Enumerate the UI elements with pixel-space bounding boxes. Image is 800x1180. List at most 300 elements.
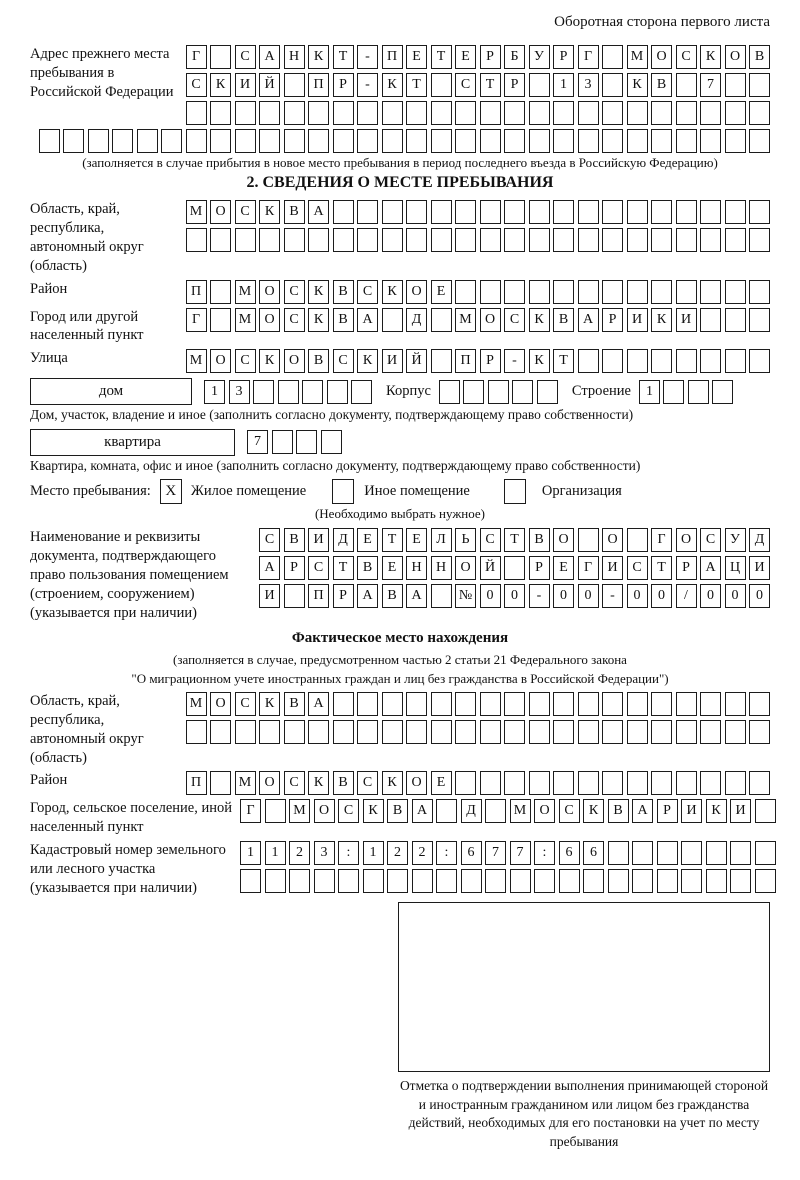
char-cell[interactable] <box>725 692 746 716</box>
char-cell[interactable]: О <box>455 556 476 580</box>
char-cell[interactable] <box>700 129 721 153</box>
char-cell[interactable]: П <box>382 45 403 69</box>
char-cell[interactable] <box>480 692 501 716</box>
char-cell[interactable]: 2 <box>387 841 408 865</box>
char-cell[interactable]: К <box>529 308 550 332</box>
char-cell[interactable] <box>284 73 305 97</box>
char-cell[interactable] <box>259 101 280 125</box>
char-cell[interactable] <box>284 101 305 125</box>
char-cell[interactable]: К <box>529 349 550 373</box>
char-cell[interactable] <box>537 380 558 404</box>
char-cell[interactable] <box>210 280 231 304</box>
char-cell[interactable] <box>627 101 648 125</box>
char-cell[interactable]: К <box>382 280 403 304</box>
char-cell[interactable]: С <box>333 349 354 373</box>
char-cell[interactable]: С <box>259 528 280 552</box>
char-cell[interactable] <box>333 101 354 125</box>
char-cell[interactable]: - <box>504 349 525 373</box>
char-cell[interactable] <box>725 771 746 795</box>
char-cell[interactable] <box>749 280 770 304</box>
char-cell[interactable] <box>700 200 721 224</box>
char-cell[interactable]: Т <box>382 528 403 552</box>
char-cell[interactable] <box>578 101 599 125</box>
char-cell[interactable]: О <box>259 771 280 795</box>
char-cell[interactable]: 0 <box>725 584 746 608</box>
char-cell[interactable] <box>553 101 574 125</box>
char-cell[interactable] <box>553 129 574 153</box>
char-cell[interactable]: И <box>259 584 280 608</box>
char-cell[interactable] <box>578 771 599 795</box>
char-cell[interactable] <box>289 869 310 893</box>
char-cell[interactable]: 0 <box>700 584 721 608</box>
char-cell[interactable]: К <box>706 799 727 823</box>
char-cell[interactable] <box>88 129 109 153</box>
char-cell[interactable]: М <box>235 771 256 795</box>
char-cell[interactable] <box>602 228 623 252</box>
char-cell[interactable]: С <box>284 280 305 304</box>
char-cell[interactable]: О <box>284 349 305 373</box>
char-cell[interactable] <box>730 841 751 865</box>
char-cell[interactable]: 1 <box>363 841 384 865</box>
char-cell[interactable] <box>512 380 533 404</box>
char-cell[interactable]: С <box>357 771 378 795</box>
char-cell[interactable]: А <box>259 556 280 580</box>
char-cell[interactable] <box>235 101 256 125</box>
char-cell[interactable] <box>602 771 623 795</box>
char-cell[interactable]: К <box>308 45 329 69</box>
char-cell[interactable] <box>406 228 427 252</box>
char-cell[interactable] <box>455 692 476 716</box>
char-cell[interactable] <box>627 228 648 252</box>
char-cell[interactable]: - <box>602 584 623 608</box>
char-cell[interactable] <box>700 692 721 716</box>
char-cell[interactable]: К <box>210 73 231 97</box>
char-cell[interactable]: Й <box>406 349 427 373</box>
char-cell[interactable]: М <box>186 349 207 373</box>
char-cell[interactable] <box>608 869 629 893</box>
char-cell[interactable] <box>651 349 672 373</box>
char-cell[interactable] <box>553 200 574 224</box>
char-cell[interactable] <box>749 200 770 224</box>
char-cell[interactable] <box>529 200 550 224</box>
char-cell[interactable]: Д <box>333 528 354 552</box>
char-cell[interactable]: - <box>357 73 378 97</box>
char-cell[interactable] <box>431 228 452 252</box>
char-cell[interactable] <box>529 692 550 716</box>
char-cell[interactable]: О <box>259 308 280 332</box>
char-cell[interactable] <box>676 228 697 252</box>
char-cell[interactable] <box>480 129 501 153</box>
char-cell[interactable]: С <box>700 528 721 552</box>
char-cell[interactable]: Д <box>406 308 427 332</box>
char-cell[interactable]: С <box>235 200 256 224</box>
char-cell[interactable]: Т <box>406 73 427 97</box>
char-cell[interactable]: - <box>357 45 378 69</box>
char-cell[interactable]: Г <box>186 308 207 332</box>
char-cell[interactable] <box>210 771 231 795</box>
char-cell[interactable]: О <box>651 45 672 69</box>
char-cell[interactable] <box>406 129 427 153</box>
char-cell[interactable]: В <box>651 73 672 97</box>
char-cell[interactable]: Т <box>480 73 501 97</box>
char-cell[interactable]: № <box>455 584 476 608</box>
char-cell[interactable]: К <box>583 799 604 823</box>
char-cell[interactable] <box>308 101 329 125</box>
char-cell[interactable] <box>749 101 770 125</box>
char-cell[interactable]: 1 <box>639 380 660 404</box>
char-cell[interactable] <box>455 771 476 795</box>
char-cell[interactable]: М <box>235 280 256 304</box>
char-cell[interactable]: Й <box>480 556 501 580</box>
char-cell[interactable]: Н <box>284 45 305 69</box>
char-cell[interactable]: К <box>308 308 329 332</box>
char-cell[interactable]: 0 <box>627 584 648 608</box>
char-cell[interactable]: Р <box>480 349 501 373</box>
residential-checkbox[interactable]: X <box>160 479 182 504</box>
char-cell[interactable]: 1 <box>553 73 574 97</box>
char-cell[interactable]: С <box>186 73 207 97</box>
char-cell[interactable] <box>578 349 599 373</box>
char-cell[interactable] <box>259 129 280 153</box>
char-cell[interactable] <box>657 841 678 865</box>
char-cell[interactable]: - <box>529 584 550 608</box>
char-cell[interactable]: Е <box>431 280 452 304</box>
char-cell[interactable] <box>406 720 427 744</box>
char-cell[interactable] <box>259 720 280 744</box>
char-cell[interactable] <box>284 129 305 153</box>
char-cell[interactable]: О <box>676 528 697 552</box>
char-cell[interactable] <box>578 528 599 552</box>
char-cell[interactable] <box>240 869 261 893</box>
char-cell[interactable] <box>382 720 403 744</box>
char-cell[interactable] <box>602 129 623 153</box>
char-cell[interactable] <box>700 280 721 304</box>
char-cell[interactable]: 1 <box>265 841 286 865</box>
char-cell[interactable] <box>529 101 550 125</box>
char-cell[interactable] <box>406 101 427 125</box>
char-cell[interactable] <box>112 129 133 153</box>
char-cell[interactable] <box>235 228 256 252</box>
char-cell[interactable] <box>382 308 403 332</box>
char-cell[interactable] <box>559 869 580 893</box>
char-cell[interactable] <box>235 129 256 153</box>
char-cell[interactable]: В <box>608 799 629 823</box>
char-cell[interactable] <box>529 129 550 153</box>
char-cell[interactable] <box>382 200 403 224</box>
char-cell[interactable]: / <box>676 584 697 608</box>
char-cell[interactable] <box>651 228 672 252</box>
char-cell[interactable] <box>651 771 672 795</box>
char-cell[interactable]: Т <box>333 556 354 580</box>
apartment-type-box[interactable]: квартира <box>30 429 235 456</box>
char-cell[interactable] <box>676 692 697 716</box>
char-cell[interactable]: Е <box>431 771 452 795</box>
char-cell[interactable]: А <box>700 556 721 580</box>
char-cell[interactable] <box>485 799 506 823</box>
char-cell[interactable] <box>725 101 746 125</box>
char-cell[interactable]: П <box>455 349 476 373</box>
char-cell[interactable] <box>602 73 623 97</box>
char-cell[interactable]: С <box>504 308 525 332</box>
char-cell[interactable] <box>363 869 384 893</box>
char-cell[interactable] <box>431 73 452 97</box>
char-cell[interactable] <box>700 308 721 332</box>
char-cell[interactable] <box>485 869 506 893</box>
char-cell[interactable] <box>504 556 525 580</box>
char-cell[interactable] <box>455 228 476 252</box>
char-cell[interactable] <box>357 720 378 744</box>
char-cell[interactable] <box>725 73 746 97</box>
char-cell[interactable]: В <box>382 584 403 608</box>
char-cell[interactable] <box>706 841 727 865</box>
char-cell[interactable]: 0 <box>480 584 501 608</box>
char-cell[interactable] <box>321 430 342 454</box>
char-cell[interactable] <box>357 228 378 252</box>
char-cell[interactable]: Д <box>461 799 482 823</box>
char-cell[interactable] <box>627 349 648 373</box>
char-cell[interactable] <box>676 349 697 373</box>
char-cell[interactable] <box>455 200 476 224</box>
char-cell[interactable] <box>651 720 672 744</box>
char-cell[interactable]: О <box>602 528 623 552</box>
char-cell[interactable]: Е <box>406 528 427 552</box>
char-cell[interactable] <box>725 129 746 153</box>
char-cell[interactable]: И <box>676 308 697 332</box>
char-cell[interactable]: Е <box>455 45 476 69</box>
char-cell[interactable]: Л <box>431 528 452 552</box>
char-cell[interactable] <box>439 380 460 404</box>
char-cell[interactable]: Д <box>749 528 770 552</box>
char-cell[interactable]: Т <box>651 556 672 580</box>
char-cell[interactable]: К <box>259 200 280 224</box>
char-cell[interactable] <box>431 692 452 716</box>
char-cell[interactable] <box>296 430 317 454</box>
char-cell[interactable]: Е <box>357 528 378 552</box>
char-cell[interactable] <box>504 692 525 716</box>
char-cell[interactable]: 0 <box>553 584 574 608</box>
char-cell[interactable] <box>602 101 623 125</box>
char-cell[interactable] <box>284 720 305 744</box>
char-cell[interactable] <box>504 228 525 252</box>
char-cell[interactable] <box>553 280 574 304</box>
char-cell[interactable] <box>651 692 672 716</box>
char-cell[interactable] <box>186 129 207 153</box>
char-cell[interactable] <box>730 869 751 893</box>
char-cell[interactable] <box>210 228 231 252</box>
char-cell[interactable] <box>578 200 599 224</box>
char-cell[interactable] <box>302 380 323 404</box>
char-cell[interactable] <box>749 308 770 332</box>
char-cell[interactable]: К <box>259 692 280 716</box>
char-cell[interactable]: О <box>534 799 555 823</box>
char-cell[interactable] <box>504 200 525 224</box>
char-cell[interactable]: Р <box>504 73 525 97</box>
char-cell[interactable] <box>725 228 746 252</box>
char-cell[interactable] <box>357 200 378 224</box>
char-cell[interactable] <box>529 228 550 252</box>
char-cell[interactable] <box>333 228 354 252</box>
char-cell[interactable] <box>755 869 776 893</box>
char-cell[interactable]: А <box>578 308 599 332</box>
char-cell[interactable]: 3 <box>578 73 599 97</box>
char-cell[interactable] <box>235 720 256 744</box>
char-cell[interactable] <box>755 841 776 865</box>
char-cell[interactable] <box>480 228 501 252</box>
char-cell[interactable]: 7 <box>510 841 531 865</box>
char-cell[interactable] <box>663 380 684 404</box>
char-cell[interactable]: 7 <box>485 841 506 865</box>
char-cell[interactable] <box>700 771 721 795</box>
char-cell[interactable]: 0 <box>504 584 525 608</box>
char-cell[interactable] <box>749 228 770 252</box>
char-cell[interactable] <box>333 720 354 744</box>
char-cell[interactable]: Г <box>240 799 261 823</box>
char-cell[interactable]: А <box>308 200 329 224</box>
char-cell[interactable]: И <box>308 528 329 552</box>
char-cell[interactable] <box>578 720 599 744</box>
char-cell[interactable] <box>357 692 378 716</box>
char-cell[interactable] <box>186 228 207 252</box>
char-cell[interactable] <box>504 101 525 125</box>
char-cell[interactable] <box>504 771 525 795</box>
char-cell[interactable]: : <box>436 841 457 865</box>
char-cell[interactable]: Е <box>406 45 427 69</box>
char-cell[interactable]: 7 <box>247 430 268 454</box>
char-cell[interactable] <box>357 129 378 153</box>
char-cell[interactable] <box>63 129 84 153</box>
char-cell[interactable]: П <box>308 73 329 97</box>
char-cell[interactable] <box>272 430 293 454</box>
char-cell[interactable]: 7 <box>700 73 721 97</box>
char-cell[interactable] <box>382 129 403 153</box>
char-cell[interactable]: О <box>210 692 231 716</box>
char-cell[interactable]: В <box>308 349 329 373</box>
char-cell[interactable] <box>583 869 604 893</box>
char-cell[interactable] <box>333 200 354 224</box>
char-cell[interactable] <box>632 869 653 893</box>
char-cell[interactable] <box>602 200 623 224</box>
char-cell[interactable] <box>436 799 457 823</box>
char-cell[interactable] <box>455 720 476 744</box>
char-cell[interactable]: К <box>308 280 329 304</box>
char-cell[interactable] <box>676 280 697 304</box>
char-cell[interactable] <box>431 584 452 608</box>
char-cell[interactable] <box>627 200 648 224</box>
char-cell[interactable]: Н <box>431 556 452 580</box>
char-cell[interactable]: У <box>725 528 746 552</box>
char-cell[interactable] <box>278 380 299 404</box>
char-cell[interactable] <box>510 869 531 893</box>
char-cell[interactable] <box>529 720 550 744</box>
char-cell[interactable] <box>431 720 452 744</box>
char-cell[interactable]: Г <box>651 528 672 552</box>
char-cell[interactable] <box>749 349 770 373</box>
char-cell[interactable] <box>436 869 457 893</box>
char-cell[interactable] <box>382 228 403 252</box>
char-cell[interactable]: С <box>455 73 476 97</box>
char-cell[interactable]: М <box>510 799 531 823</box>
char-cell[interactable]: О <box>259 280 280 304</box>
char-cell[interactable] <box>627 720 648 744</box>
char-cell[interactable]: Т <box>553 349 574 373</box>
char-cell[interactable] <box>265 799 286 823</box>
char-cell[interactable] <box>578 692 599 716</box>
char-cell[interactable] <box>553 228 574 252</box>
char-cell[interactable]: О <box>406 771 427 795</box>
char-cell[interactable]: С <box>480 528 501 552</box>
char-cell[interactable]: П <box>186 280 207 304</box>
char-cell[interactable]: 0 <box>578 584 599 608</box>
char-cell[interactable] <box>578 129 599 153</box>
char-cell[interactable] <box>431 129 452 153</box>
char-cell[interactable] <box>676 200 697 224</box>
char-cell[interactable] <box>749 73 770 97</box>
char-cell[interactable]: П <box>186 771 207 795</box>
char-cell[interactable]: 6 <box>559 841 580 865</box>
char-cell[interactable]: 3 <box>229 380 250 404</box>
char-cell[interactable]: В <box>553 308 574 332</box>
char-cell[interactable]: О <box>210 349 231 373</box>
char-cell[interactable]: Р <box>553 45 574 69</box>
char-cell[interactable] <box>602 720 623 744</box>
char-cell[interactable] <box>534 869 555 893</box>
char-cell[interactable]: М <box>186 200 207 224</box>
char-cell[interactable]: Т <box>431 45 452 69</box>
char-cell[interactable] <box>431 349 452 373</box>
char-cell[interactable]: М <box>186 692 207 716</box>
char-cell[interactable] <box>725 720 746 744</box>
char-cell[interactable]: И <box>382 349 403 373</box>
char-cell[interactable]: 3 <box>314 841 335 865</box>
char-cell[interactable]: И <box>681 799 702 823</box>
char-cell[interactable] <box>700 720 721 744</box>
char-cell[interactable] <box>529 771 550 795</box>
char-cell[interactable]: 1 <box>240 841 261 865</box>
char-cell[interactable]: С <box>357 280 378 304</box>
char-cell[interactable]: И <box>730 799 751 823</box>
char-cell[interactable]: Р <box>657 799 678 823</box>
char-cell[interactable] <box>382 101 403 125</box>
char-cell[interactable] <box>627 692 648 716</box>
char-cell[interactable]: И <box>602 556 623 580</box>
char-cell[interactable]: Ь <box>455 528 476 552</box>
char-cell[interactable] <box>651 200 672 224</box>
char-cell[interactable] <box>488 380 509 404</box>
char-cell[interactable] <box>161 129 182 153</box>
char-cell[interactable] <box>725 280 746 304</box>
char-cell[interactable] <box>210 720 231 744</box>
char-cell[interactable] <box>333 129 354 153</box>
char-cell[interactable]: Е <box>553 556 574 580</box>
char-cell[interactable]: С <box>308 556 329 580</box>
char-cell[interactable]: С <box>235 45 256 69</box>
char-cell[interactable] <box>681 841 702 865</box>
char-cell[interactable] <box>186 720 207 744</box>
char-cell[interactable] <box>676 73 697 97</box>
char-cell[interactable] <box>681 869 702 893</box>
char-cell[interactable] <box>627 771 648 795</box>
char-cell[interactable] <box>700 228 721 252</box>
char-cell[interactable]: С <box>338 799 359 823</box>
char-cell[interactable] <box>651 129 672 153</box>
char-cell[interactable] <box>308 228 329 252</box>
char-cell[interactable]: К <box>382 73 403 97</box>
char-cell[interactable]: В <box>749 45 770 69</box>
char-cell[interactable] <box>480 280 501 304</box>
char-cell[interactable]: М <box>455 308 476 332</box>
char-cell[interactable]: К <box>357 349 378 373</box>
char-cell[interactable]: В <box>333 771 354 795</box>
